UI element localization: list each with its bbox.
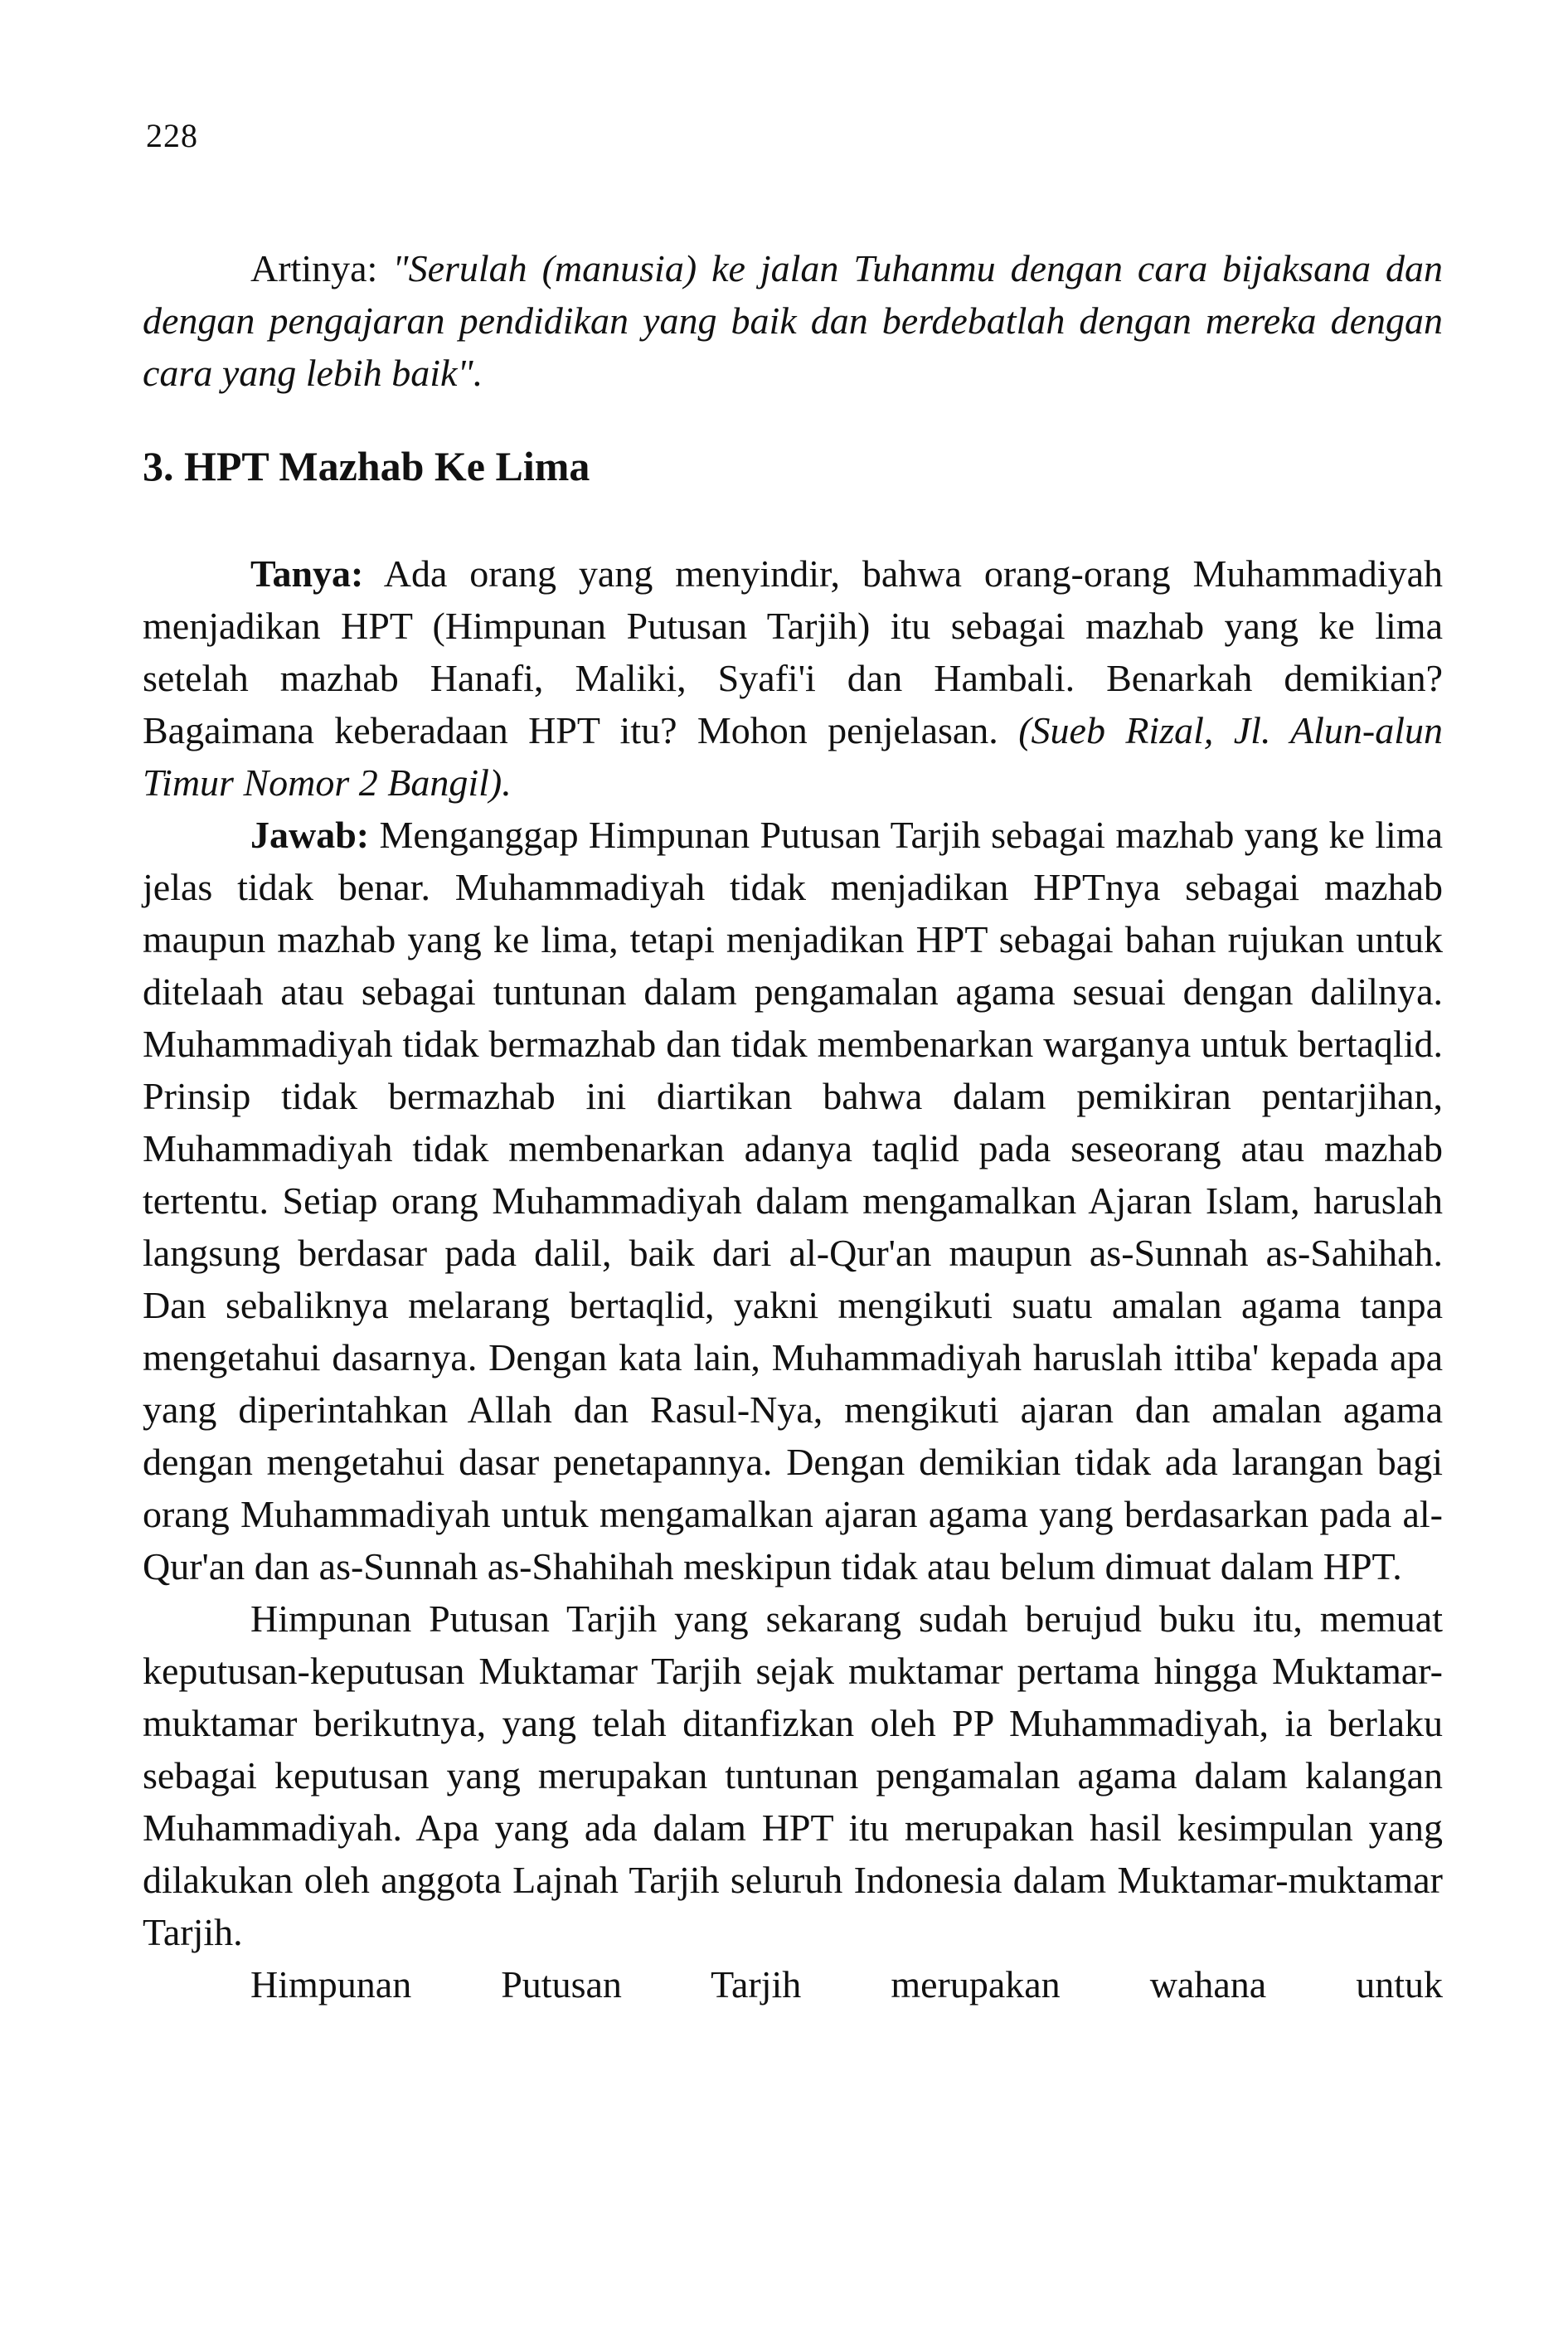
answer-paragraph <box>143 809 1443 1592</box>
artinya-quote: "Serulah (manusia) ke jalan Tuhanmu dengan cara bijaksana dan dengan pengajaran pendidikan yang baik dan berdebatlah dengan mereka dengan cara yang lebih baik". <box>143 247 1444 394</box>
question-sender: (Sueb Rizal, Jl. Alun-alun Timur Nomor 2 Bangil). <box>143 709 1443 804</box>
artinya-paragraph <box>143 242 1443 399</box>
question-label: Tanya: <box>250 552 364 595</box>
question-paragraph <box>143 547 1443 809</box>
question-text: Ada orang yang menyindir, bahwa orang-orang Muhammadiyah menjadikan HPT (Himpunan Putusan Tarjih) itu sebagai mazhab yang ke lima setelah mazhab Hanafi, Maliki, Syafi'i dan Hambali. Benarkah demikian? Bagaimana keberadaan HPT itu? Mohon penjelasan. <box>143 552 1444 751</box>
section-heading: 3. HPT Mazhab Ke Lima <box>143 443 590 489</box>
answer-text: Menganggap Himpunan Putusan Tarjih sebagai mazhab yang ke lima jelas tidak benar. Muhammadiyah tidak menjadikan HPTnya sebagai mazhab maupun mazhab yang ke lima, tetapi menjadikan HPT sebagai bahan rujukan untuk ditelaah atau sebagai tuntunan dalam pengamalan agama sesuai dengan dalilnya. Muhammadiyah tidak bermazhab dan tidak membenarkan warganya untuk bertaqlid. Prinsip tidak bermazhab ini diartikan bahwa dalam pemikiran pentarjihan, Muhammadiyah tidak membenarkan adanya taqlid pada seseorang atau mazhab tertentu. Setiap orang Muhammadiyah dalam mengamalkan Ajaran Islam, haruslah langsung berdasar pada dalil, baik dari al-Qur'an maupun as-Sunnah as-Sahihah. Dan sebaliknya melarang bertaqlid, yakni mengikuti suatu amalan agama tanpa mengetahui dasarnya. Dengan kata lain, Muhammadiyah haruslah ittiba' kepada apa yang diperintahkan Allah dan Rasul-Nya, mengikuti ajaran dan amalan agama dengan mengetahui dasar penetapannya. Dengan demikian tidak ada larangan bagi orang Muhammadiyah untuk mengamalkan ajaran agama yang berdasarkan pada al-Qur'an dan as-Sunnah as-Shahihah meskipun tidak atau belum dimuat dalam HPT. <box>143 814 1443 1588</box>
qa-block <box>143 547 1443 2011</box>
artinya-block <box>143 242 1443 399</box>
answer-label: Jawab: <box>250 814 370 856</box>
page-number: 228 <box>146 117 198 154</box>
artinya-label: Artinya: <box>250 247 378 289</box>
body-paragraph: Himpunan Putusan Tarjih yang sekarang sudah berujud buku itu, memuat keputusan-keputusan Muktamar Tarjih sejak muktamar pertama hingga Muktamar-muktamar berikutnya, yang telah ditanfizkan oleh PP Muhammadiyah, ia berlaku sebagai keputusan yang merupakan tuntunan pengamalan agama dalam kalangan Muhammadiyah. Apa yang ada dalam HPT itu merupakan hasil kesimpulan yang dilakukan oleh anggota Lajnah Tarjih seluruh Indonesia dalam Muktamar-muktamar Tarjih. <box>143 1597 1443 1953</box>
body-paragraph-continued: Himpunan Putusan Tarjih merupakan wahana untuk <box>250 1963 1443 2006</box>
